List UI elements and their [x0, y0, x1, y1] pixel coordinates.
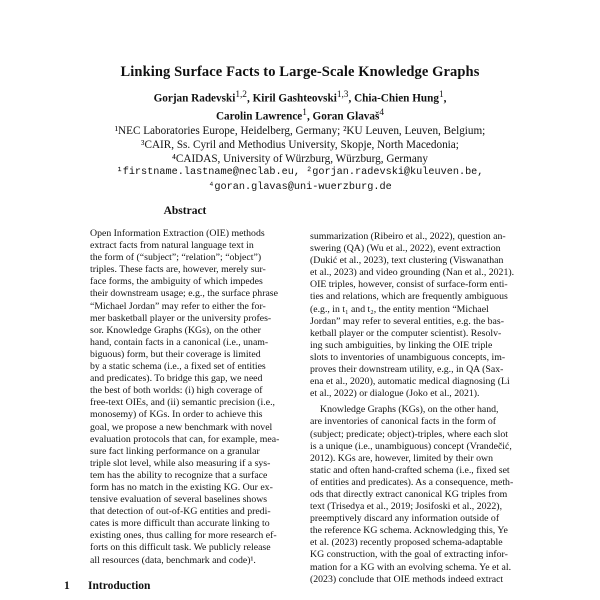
body-text-line: preemptively discard any information outside of	[310, 513, 500, 525]
abstract-line: existing ones, thus calling for more research ef-	[90, 530, 277, 542]
section-heading-introduction	[64, 580, 150, 592]
author-name: Carolin Lawrence	[215, 110, 303, 123]
body-text-line: mation for a KG with an evolving schema. Ye et al.	[310, 561, 512, 573]
abstract-line: their downstream usage; e.g., the surface phrase	[90, 288, 278, 300]
author-affil-mark: 4	[379, 107, 385, 118]
body-text-line: ties and relations, which are frequently ambiguous	[310, 291, 508, 303]
body-text-line: (2023) conclude that OIE methods indeed extract	[310, 573, 504, 585]
body-text-line: et al. (2023) recently proposed schema-adaptable	[310, 537, 503, 549]
abstract-line: evaluation protocols that can, for example, mea-	[90, 433, 280, 445]
author-name: Gorjan Radevski	[153, 92, 236, 105]
abstract-line: monosemy) of KGs. In order to achieve this	[90, 409, 263, 421]
body-text-line: ods that directly extract canonical KG triples from	[310, 488, 508, 500]
body-text-line: slots to inventories of unambiguous concepts, im-	[310, 351, 506, 363]
section-number: 1	[64, 580, 70, 592]
body-text-column	[310, 231, 530, 586]
body-text-line: (e.g., in t₁ and t₂, the entity mention “Michael	[310, 303, 489, 315]
body-text-line: text (Trisedya et al., 2019; Josifoski et al., 2022),	[310, 501, 503, 513]
abstract-line: forts on this difficult task. We publicly release	[90, 542, 271, 554]
body-text-line: are inventories of canonical facts in the form of	[310, 416, 497, 428]
body-text-line: static and often hand-crafted schema (i.e., fixed set	[310, 464, 510, 476]
author-name: , Goran Glavaš	[306, 110, 380, 123]
abstract-line: goal, we propose a new benchmark with novel	[90, 421, 273, 433]
abstract-line: mer basketball player or the university profes-	[90, 312, 272, 324]
body-text-line: proves their downstream utility, e.g., in QA (Sax-	[310, 364, 504, 376]
body-text-line: ena et al., 2020), automatic medical diagnosing (Li	[310, 376, 510, 388]
abstract-line: sure fact linking performance on a granular	[90, 445, 260, 457]
body-text-line: KG construction, with the goal of extracting infor-	[310, 549, 508, 561]
abstract-line: by a static schema (i.e., a fixed set of entities	[90, 361, 266, 373]
affiliation-line: ³CAIR, Ss. Cyril and Methodius University, Skopje, North Macedonia;	[141, 139, 459, 152]
body-text-line: Jordan” may refer to several entities, e.g. the bas-	[310, 315, 504, 327]
section-title: Introduction	[88, 580, 151, 592]
body-text-line: OIE triples, however, consist of surface-form enti-	[310, 279, 508, 291]
abstract-line: sor. Knowledge Graphs (KGs), on the other	[90, 324, 261, 336]
abstract-line: cates is more difficult than accurate linking to	[90, 518, 270, 530]
abstract-line: and predicates). To bridge this gap, we need	[90, 373, 263, 385]
author-affil-mark: 1	[302, 107, 307, 118]
body-text-line: et al., 2022) or dialogue (Joko et al., 2021).	[310, 388, 480, 400]
abstract-line: tem has the ability to recognize that a surface	[90, 469, 268, 481]
body-text-line: et al., 2023) and video grounding (Nan et al., 2021).	[310, 267, 515, 279]
abstract-line: “Michael Jordan” may refer to either the for-	[90, 300, 266, 312]
abstract-line: form has no match in the existing KG. Our ex-	[90, 481, 273, 493]
author-name: , Chia-Chien Hung	[348, 92, 439, 105]
affiliation-line: ¹NEC Laboratories Europe, Heidelberg, Germany; ²KU Leuven, Leuven, Belgium;	[114, 124, 486, 137]
body-text-line: Knowledge Graphs (KGs), on the other hand,	[320, 404, 499, 416]
affiliation-line: ⁴CAIDAS, University of Würzburg, Würzburg, Germany	[172, 153, 428, 166]
author-line-2	[0, 106, 600, 124]
author-block	[0, 88, 600, 195]
abstract-line: triple slot level, while also measuring if a sys-	[90, 457, 271, 469]
body-text-line: of entities and predicates). As a consequence, meth-	[310, 476, 514, 488]
paper-title: Linking Surface Facts to Large-Scale Knowledge Graphs	[120, 64, 480, 80]
abstract-line: free-text OIEs, and (ii) semantic precision (i.e.,	[90, 397, 275, 409]
abstract-line: that detection of out-of-KG entities and predi-	[90, 506, 271, 518]
email-line: ⁴goran.glavas@uni-wuerzburg.de	[208, 181, 392, 193]
body-text-line: ketball player or the computer scientist). Resolv-	[310, 327, 502, 339]
body-text-line: swering (QA) (Wu et al., 2022), event extraction	[310, 243, 501, 255]
author-name: , Kiril Gashteovski	[246, 92, 337, 105]
abstract-line: all resources (data, benchmark and code)¹.	[90, 554, 256, 566]
body-text-line: (Dukić et al., 2023), text clustering (Viswanathan	[310, 255, 504, 267]
abstract-line: extract facts from natural language text in	[90, 240, 254, 252]
author-separator: ,	[443, 92, 447, 105]
abstract-line: Open Information Extraction (OIE) methods	[90, 228, 265, 239]
abstract-line: the best of both worlds: (i) high coverage of	[90, 385, 263, 397]
abstract-line: hand, contain facts in a canonical (i.e., unam-	[90, 336, 269, 348]
abstract-line: tensive evaluation of several baselines shows	[90, 494, 268, 506]
abstract-body	[90, 228, 280, 567]
email-line: ¹firstname.lastname@neclab.eu, ²gorjan.radevski@kuleuven.be,	[116, 167, 484, 179]
abstract-line: the form of (“subject”; “relation”; “object”)	[90, 252, 262, 264]
abstract-line: face forms, the ambiguity of which impedes	[90, 276, 263, 288]
abstract-line: biguous) form, but their coverage is limited	[90, 348, 261, 360]
body-text-line: 2012). KGs are, however, limited by their own	[310, 452, 493, 464]
body-text-line: the reference KG schema. Acknowledging this, Ye	[310, 525, 508, 537]
body-text-line: ing such ambiguities, by linking the OIE triple	[310, 339, 493, 351]
author-affil-mark: 1,2	[235, 90, 247, 100]
abstract-line: triples. These facts are, however, merely sur-	[90, 264, 266, 276]
author-affil-mark: 1	[438, 90, 444, 100]
author-affil-mark: 1,3	[336, 90, 349, 100]
body-text-line: is a unique (i.e., unambiguous) concept (Vrandečić,	[310, 440, 512, 452]
body-text-line: summarization (Ribeiro et al., 2022), question an-	[310, 231, 506, 242]
author-line-1	[0, 88, 600, 106]
abstract-heading: Abstract	[163, 205, 207, 217]
body-text-line: (subject; predicate; object)-triples, where each slot	[310, 428, 509, 440]
